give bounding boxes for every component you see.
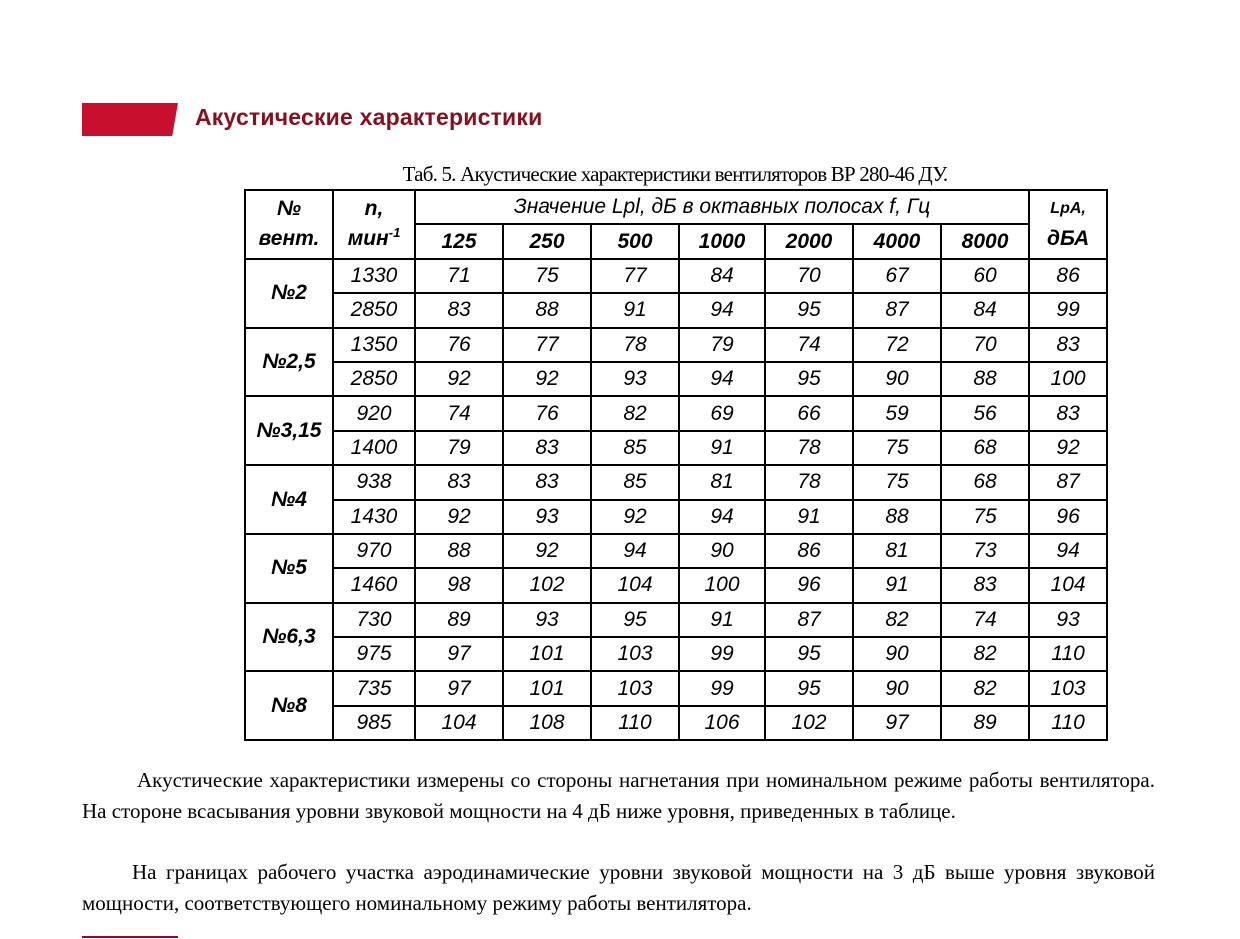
header-frequency: 8000	[941, 224, 1029, 258]
sound-level-cell: 99	[679, 637, 765, 671]
sound-level-cell: 67	[853, 259, 941, 293]
sound-level-cell: 83	[503, 431, 591, 465]
header-octave-group: Значение Lpl, дБ в октавных полосах f, Гц	[415, 190, 1029, 224]
sound-level-cell: 87	[853, 293, 941, 327]
table-row	[245, 396, 1107, 430]
sound-level-cell: 92	[503, 362, 591, 396]
sound-level-cell: 95	[765, 293, 853, 327]
header-lpa-line2: дБА	[1046, 227, 1090, 251]
table-row	[245, 706, 1107, 740]
sound-level-cell: 103	[591, 637, 679, 671]
table-row	[245, 534, 1107, 568]
table-row	[245, 431, 1107, 465]
table-row	[245, 603, 1107, 637]
table-row	[245, 500, 1107, 534]
table-row	[245, 568, 1107, 602]
lpa-cell: 99	[1029, 293, 1107, 327]
sound-level-cell: 68	[941, 465, 1029, 499]
rpm-cell: 1400	[333, 431, 415, 465]
sound-level-cell: 78	[765, 431, 853, 465]
sound-level-cell: 92	[503, 534, 591, 568]
sound-level-cell: 90	[853, 637, 941, 671]
sound-level-cell: 76	[503, 396, 591, 430]
sound-level-cell: 75	[853, 465, 941, 499]
sound-level-cell: 69	[679, 396, 765, 430]
sound-level-cell: 83	[415, 293, 503, 327]
rpm-cell: 970	[333, 534, 415, 568]
sound-level-cell: 75	[941, 500, 1029, 534]
sound-level-cell: 90	[853, 671, 941, 705]
sound-level-cell: 74	[941, 603, 1029, 637]
fan-number-cell: №3,15	[245, 396, 333, 465]
lpa-cell: 87	[1029, 465, 1107, 499]
sound-level-cell: 83	[941, 568, 1029, 602]
rpm-cell: 1460	[333, 568, 415, 602]
sound-level-cell: 93	[503, 500, 591, 534]
sound-level-cell: 92	[415, 362, 503, 396]
sound-level-cell: 104	[415, 706, 503, 740]
sound-level-cell: 94	[591, 534, 679, 568]
header-fan-number	[245, 190, 333, 259]
sound-level-cell: 77	[591, 259, 679, 293]
sound-level-cell: 90	[679, 534, 765, 568]
sound-level-cell: 96	[765, 568, 853, 602]
sound-level-cell: 95	[591, 603, 679, 637]
sound-level-cell: 87	[765, 603, 853, 637]
header-frequency: 2000	[765, 224, 853, 258]
sound-level-cell: 60	[941, 259, 1029, 293]
sound-level-cell: 102	[765, 706, 853, 740]
sound-level-cell: 104	[591, 568, 679, 602]
sound-level-cell: 92	[415, 500, 503, 534]
sound-level-cell: 86	[765, 534, 853, 568]
sound-level-cell: 81	[853, 534, 941, 568]
sound-level-cell: 94	[679, 500, 765, 534]
sound-level-cell: 72	[853, 328, 941, 362]
sound-level-cell: 88	[503, 293, 591, 327]
sound-level-cell: 106	[679, 706, 765, 740]
table-caption: Таб. 5. Акустические характеристики вентиляторов ВР 280-46 ДУ.	[402, 162, 948, 186]
fan-number-cell: №2,5	[245, 328, 333, 397]
sound-level-cell: 81	[679, 465, 765, 499]
sound-level-cell: 73	[941, 534, 1029, 568]
sound-level-cell: 75	[503, 259, 591, 293]
sound-level-cell: 82	[941, 637, 1029, 671]
header-fan-number-line2: вент.	[258, 227, 320, 251]
sound-level-cell: 93	[503, 603, 591, 637]
section-accent-bar	[82, 103, 178, 136]
sound-level-cell: 83	[415, 465, 503, 499]
lpa-cell: 92	[1029, 431, 1107, 465]
rpm-cell: 920	[333, 396, 415, 430]
sound-level-cell: 74	[765, 328, 853, 362]
rpm-cell: 975	[333, 637, 415, 671]
sound-level-cell: 79	[415, 431, 503, 465]
sound-level-cell: 100	[679, 568, 765, 602]
rpm-cell: 1330	[333, 259, 415, 293]
sound-level-cell: 99	[679, 671, 765, 705]
table-row	[245, 637, 1107, 671]
sound-level-cell: 95	[765, 671, 853, 705]
sound-level-cell: 95	[765, 362, 853, 396]
rpm-cell: 938	[333, 465, 415, 499]
sound-level-cell: 75	[853, 431, 941, 465]
lpa-cell: 104	[1029, 568, 1107, 602]
lpa-cell: 93	[1029, 603, 1107, 637]
sound-level-cell: 74	[415, 396, 503, 430]
rpm-cell: 1350	[333, 328, 415, 362]
rpm-cell: 985	[333, 706, 415, 740]
header-rpm-line2: мин	[347, 227, 389, 251]
sound-level-cell: 88	[941, 362, 1029, 396]
header-lpa	[1029, 190, 1107, 259]
sound-level-cell: 91	[853, 568, 941, 602]
header-rpm-exponent: -1	[388, 225, 401, 241]
header-frequency: 500	[591, 224, 679, 258]
rpm-cell: 2850	[333, 362, 415, 396]
section-title: Акустические характеристики	[195, 104, 543, 130]
sound-level-cell: 94	[679, 362, 765, 396]
sound-level-cell: 92	[591, 500, 679, 534]
fan-number-cell: №2	[245, 259, 333, 328]
sound-level-cell: 70	[765, 259, 853, 293]
sound-level-cell: 90	[853, 362, 941, 396]
lpa-cell: 110	[1029, 637, 1107, 671]
lpa-cell: 83	[1029, 396, 1107, 430]
header-frequency: 4000	[853, 224, 941, 258]
sound-level-cell: 97	[415, 637, 503, 671]
sound-level-cell: 91	[591, 293, 679, 327]
sound-level-cell: 110	[591, 706, 679, 740]
header-frequency: 125	[415, 224, 503, 258]
table-row	[245, 465, 1107, 499]
fan-number-cell: №8	[245, 671, 333, 740]
fan-number-cell: №4	[245, 465, 333, 534]
lpa-cell: 110	[1029, 706, 1107, 740]
table-row	[245, 328, 1107, 362]
sound-level-cell: 88	[853, 500, 941, 534]
sound-level-cell: 97	[415, 671, 503, 705]
header-lpa-line1: LpA,	[1050, 200, 1086, 218]
sound-level-cell: 77	[503, 328, 591, 362]
lpa-cell: 86	[1029, 259, 1107, 293]
header-frequency: 250	[503, 224, 591, 258]
rpm-cell: 2850	[333, 293, 415, 327]
table-row	[245, 671, 1107, 705]
lpa-cell: 96	[1029, 500, 1107, 534]
paragraph-measurement-note: Акустические характеристики измерены со стороны нагнетания при номинальном режиме работы вентилятора. На стороне всасывания уровни звуковой мощности на 4 дБ ниже уровня, приведенных в таблице.	[82, 768, 1155, 823]
header-frequency: 1000	[679, 224, 765, 258]
acoustic-table	[244, 189, 1108, 741]
sound-level-cell: 103	[591, 671, 679, 705]
sound-level-cell: 84	[679, 259, 765, 293]
sound-level-cell: 101	[503, 637, 591, 671]
sound-level-cell: 66	[765, 396, 853, 430]
sound-level-cell: 84	[941, 293, 1029, 327]
sound-level-cell: 79	[679, 328, 765, 362]
table-body	[245, 259, 1107, 740]
rpm-cell: 730	[333, 603, 415, 637]
sound-level-cell: 95	[765, 637, 853, 671]
sound-level-cell: 88	[415, 534, 503, 568]
rpm-cell: 735	[333, 671, 415, 705]
sound-level-cell: 71	[415, 259, 503, 293]
fan-number-cell: №6,3	[245, 603, 333, 672]
sound-level-cell: 91	[679, 431, 765, 465]
sound-level-cell: 78	[591, 328, 679, 362]
sound-level-cell: 85	[591, 431, 679, 465]
sound-level-cell: 82	[941, 671, 1029, 705]
sound-level-cell: 97	[853, 706, 941, 740]
lpa-cell: 83	[1029, 328, 1107, 362]
sound-level-cell: 98	[415, 568, 503, 602]
sound-level-cell: 108	[503, 706, 591, 740]
sound-level-cell: 70	[941, 328, 1029, 362]
sound-level-cell: 56	[941, 396, 1029, 430]
header-rpm	[333, 190, 415, 259]
sound-level-cell: 91	[679, 603, 765, 637]
sound-level-cell: 83	[503, 465, 591, 499]
lpa-cell: 100	[1029, 362, 1107, 396]
sound-level-cell: 78	[765, 465, 853, 499]
sound-level-cell: 93	[591, 362, 679, 396]
sound-level-cell: 68	[941, 431, 1029, 465]
header-row-1	[245, 190, 1107, 224]
table-row	[245, 293, 1107, 327]
sound-level-cell: 94	[679, 293, 765, 327]
header-fan-number-line1: №	[276, 197, 302, 221]
rpm-cell: 1430	[333, 500, 415, 534]
lpa-cell: 103	[1029, 671, 1107, 705]
sound-level-cell: 76	[415, 328, 503, 362]
sound-level-cell: 85	[591, 465, 679, 499]
table-row	[245, 362, 1107, 396]
sound-level-cell: 82	[853, 603, 941, 637]
sound-level-cell: 101	[503, 671, 591, 705]
sound-level-cell: 91	[765, 500, 853, 534]
table-row	[245, 259, 1107, 293]
sound-level-cell: 89	[941, 706, 1029, 740]
sound-level-cell: 102	[503, 568, 591, 602]
lpa-cell: 94	[1029, 534, 1107, 568]
sound-level-cell: 82	[591, 396, 679, 430]
sound-level-cell: 59	[853, 396, 941, 430]
footer-accent-rule	[82, 936, 178, 938]
header-rpm-line1: n,	[364, 197, 384, 221]
paragraph-boundary-note: На границах рабочего участка аэродинамические уровни звуковой мощности на 3 дБ выше уровня звуковой мощности, соответствующего номинальному режиму работы вентилятора.	[82, 860, 1155, 915]
sound-level-cell: 89	[415, 603, 503, 637]
fan-number-cell: №5	[245, 534, 333, 603]
